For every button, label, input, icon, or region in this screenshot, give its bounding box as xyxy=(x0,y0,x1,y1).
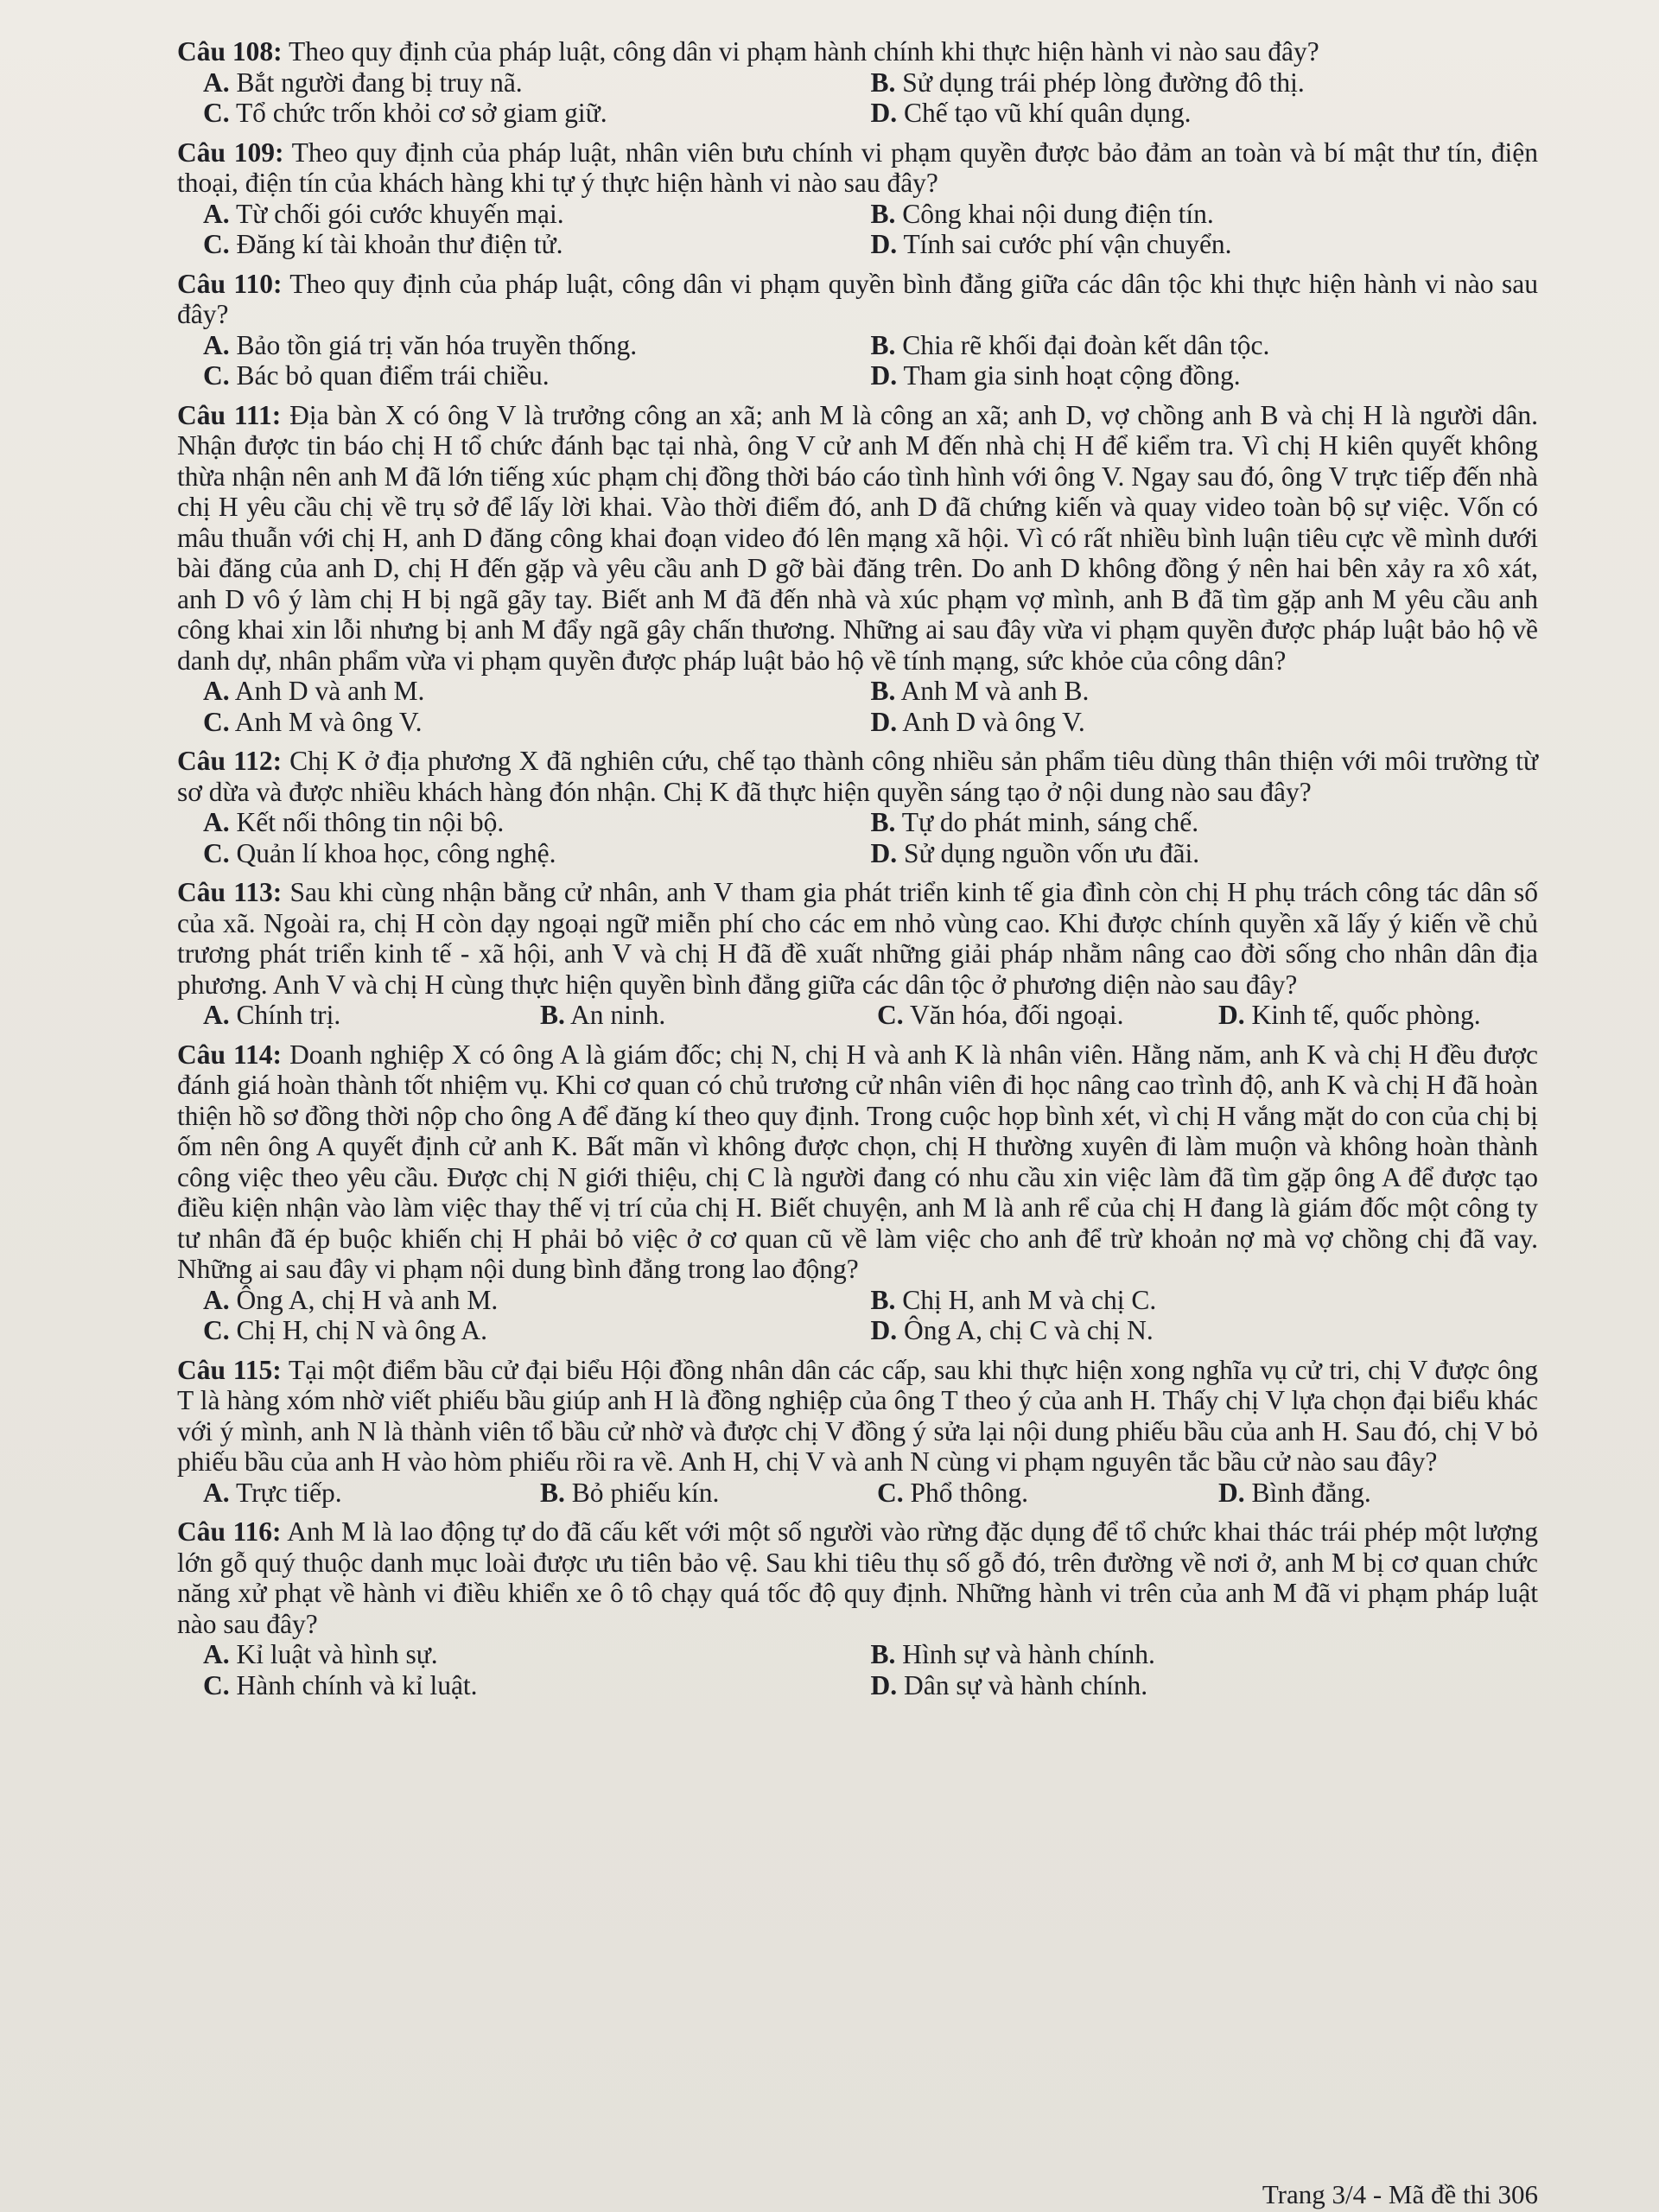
option-letter: A. xyxy=(203,198,230,229)
question-stem xyxy=(177,746,1538,807)
answer-option[interactable] xyxy=(203,1315,871,1346)
option-letter: D. xyxy=(1218,1477,1245,1508)
question-text: Theo quy định của pháp luật, công dân vi phạm hành chính khi thực hiện hành vi nào sau đây? xyxy=(288,36,1319,67)
options-row xyxy=(203,1285,1538,1316)
answer-option[interactable] xyxy=(871,360,1539,391)
question xyxy=(177,137,1538,260)
option-text: Anh D và anh M. xyxy=(234,676,425,706)
question-stem xyxy=(177,1516,1538,1639)
option-letter: D. xyxy=(870,1315,898,1345)
question-number: Câu 112: xyxy=(177,746,283,776)
option-text: Chị H, anh M và chị C. xyxy=(902,1284,1157,1315)
answer-options xyxy=(203,1478,1538,1509)
option-letter: A. xyxy=(203,1000,230,1030)
answer-option[interactable] xyxy=(203,1670,871,1701)
option-letter: B. xyxy=(870,676,896,706)
options-row xyxy=(203,199,1538,230)
answer-option[interactable] xyxy=(871,1285,1539,1316)
option-text: Hình sự và hành chính. xyxy=(902,1639,1155,1669)
question-stem xyxy=(177,1355,1538,1478)
answer-options xyxy=(203,1000,1538,1031)
option-text: Kỉ luật và hình sự. xyxy=(236,1639,438,1669)
answer-option[interactable] xyxy=(203,707,871,738)
options-row xyxy=(203,838,1538,869)
option-letter: B. xyxy=(870,329,896,360)
question-stem xyxy=(177,1039,1538,1285)
answer-options xyxy=(203,67,1538,129)
question xyxy=(177,746,1538,868)
option-letter: B. xyxy=(870,67,896,98)
question xyxy=(177,269,1538,391)
answer-option[interactable] xyxy=(871,676,1539,707)
option-letter: D. xyxy=(870,706,898,737)
answer-option[interactable] xyxy=(540,1478,877,1509)
answer-option[interactable] xyxy=(540,1000,877,1031)
option-text: Chị H, chị N và ông A. xyxy=(236,1315,487,1345)
options-row xyxy=(203,1315,1538,1346)
option-letter: A. xyxy=(203,1477,230,1508)
option-text: Chế tạo vũ khí quân dụng. xyxy=(904,98,1192,128)
option-letter: A. xyxy=(203,676,230,706)
options-row xyxy=(203,1478,1538,1509)
question-text: Địa bàn X có ông V là trưởng công an xã; anh M là công an xã; anh D, vợ chồng anh B và chị H là người dân. Nhận được tin báo chị H tổ chức đánh bạc tại nhà, ông V cử anh M đến nhà chị H để kiểm tra. Vì chị H kiên quyết không thừa nhận nên anh M đã lớn tiếng xúc phạm chị đồng thời báo cáo tình hình với ông V. Ngay sau đó, ông V trực tiếp đến nhà chị H yêu cầu chị về trụ sở để lấy lời khai. Vào thời điểm đó, anh D đã chứng kiến và quay video toàn bộ sự việc. Vốn có mâu thuẫn với chị H, anh D đăng công khai đoạn video đó lên mạng xã hội. Vì có rất nhiều bình luận tiêu cực về mình dưới bài đăng của anh D, chị H đến gặp và yêu cầu anh D gỡ bài đăng trên. Do anh D không đồng ý nên hai bên xảy ra xô xát, anh D vô ý làm chị H bị ngã gãy tay. Biết anh M đã đến nhà và xúc phạm vợ mình, anh B đã tìm gặp anh M yêu cầu anh công khai xin lỗi nhưng bị anh M đẩy ngã gây chấn thương. Những ai sau đây vừa vi phạm quyền được pháp luật bảo hộ về danh dự, nhân phẩm vừa vi phạm quyền được pháp luật bảo hộ về tính mạng, sức khỏe của công dân? xyxy=(177,399,1539,676)
answer-option[interactable] xyxy=(877,1478,1218,1509)
answer-options xyxy=(203,1639,1538,1700)
question-number: Câu 111: xyxy=(177,399,282,430)
question-stem xyxy=(177,36,1538,67)
option-text: Phổ thông. xyxy=(910,1477,1029,1508)
option-letter: C. xyxy=(203,229,230,259)
page-footer: Trang 3/4 - Mã đề thi 306 xyxy=(1262,2179,1538,2209)
option-text: Kinh tế, quốc phòng. xyxy=(1251,1000,1481,1030)
option-text: Ông A, chị H và anh M. xyxy=(236,1284,499,1315)
answer-option[interactable] xyxy=(871,1670,1539,1701)
answer-option[interactable] xyxy=(871,1315,1539,1346)
option-text: Trực tiếp. xyxy=(235,1477,342,1508)
question-number: Câu 116: xyxy=(177,1516,282,1547)
option-text: Bảo tồn giá trị văn hóa truyền thống. xyxy=(236,329,638,360)
options-row xyxy=(203,1670,1538,1701)
option-text: Tự do phát minh, sáng chế. xyxy=(901,807,1199,837)
option-letter: D. xyxy=(870,360,898,391)
option-letter: B. xyxy=(540,1477,565,1508)
option-text: Dân sự và hành chính. xyxy=(904,1669,1148,1700)
answer-options xyxy=(203,1285,1538,1346)
option-letter: B. xyxy=(540,1000,565,1030)
answer-option[interactable] xyxy=(203,807,871,838)
option-text: Anh M và ông V. xyxy=(234,706,423,737)
option-letter: B. xyxy=(870,1284,896,1315)
option-letter: A. xyxy=(203,1284,230,1315)
option-letter: D. xyxy=(870,837,898,868)
answer-option[interactable] xyxy=(871,67,1539,99)
option-letter: C. xyxy=(203,360,230,391)
options-row xyxy=(203,676,1538,707)
option-text: Từ chối gói cước khuyến mại. xyxy=(235,198,564,229)
option-letter: D. xyxy=(870,229,898,259)
answer-option[interactable] xyxy=(871,807,1539,838)
options-row xyxy=(203,67,1538,99)
option-letter: D. xyxy=(870,1669,898,1700)
option-text: Anh M và anh B. xyxy=(900,676,1090,706)
question-list xyxy=(177,36,1538,1709)
answer-option[interactable] xyxy=(871,199,1539,230)
option-letter: D. xyxy=(870,98,898,128)
answer-option[interactable] xyxy=(871,707,1539,738)
answer-options xyxy=(203,330,1538,391)
options-row xyxy=(203,707,1538,738)
option-letter: C. xyxy=(877,1000,904,1030)
question-stem xyxy=(177,877,1538,1000)
option-letter: D. xyxy=(1218,1000,1245,1030)
option-letter: C. xyxy=(203,98,230,128)
answer-option[interactable] xyxy=(203,1639,871,1670)
answer-option[interactable] xyxy=(203,67,871,99)
option-text: Chính trị. xyxy=(236,1000,341,1030)
question xyxy=(177,877,1538,1031)
option-letter: C. xyxy=(203,1669,230,1700)
option-text: Đăng kí tài khoản thư điện tử. xyxy=(236,229,563,259)
question-number: Câu 114: xyxy=(177,1039,283,1070)
option-letter: B. xyxy=(870,198,896,229)
option-text: Ông A, chị C và chị N. xyxy=(904,1315,1154,1345)
option-letter: A. xyxy=(203,807,230,837)
question-text: Theo quy định của pháp luật, nhân viên bưu chính vi phạm quyền được bảo đảm an toàn và bí mật thư tín, điện thoại, điện tín của khách hàng khi tự ý thực hiện hành vi nào sau đây? xyxy=(177,137,1538,198)
option-text: Sử dụng trái phép lòng đường đô thị. xyxy=(902,67,1305,98)
answer-options xyxy=(203,807,1538,868)
answer-option[interactable] xyxy=(871,229,1539,260)
answer-option[interactable] xyxy=(203,229,871,260)
options-row xyxy=(203,98,1538,129)
option-text: Bác bỏ quan điểm trái chiều. xyxy=(236,360,550,391)
question-text: Chị K ở địa phương X đã nghiên cứu, chế tạo thành công nhiều sản phẩm tiêu dùng thân thiện với môi trường từ sơ dừa và được nhiều khách hàng đón nhận. Chị K đã thực hiện quyền sáng tạo ở nội dung nào sau đây? xyxy=(177,746,1538,807)
option-text: Chia rẽ khối đại đoàn kết dân tộc. xyxy=(902,329,1270,360)
options-row xyxy=(203,360,1538,391)
options-row xyxy=(203,1000,1538,1031)
option-text: Công khai nội dung điện tín. xyxy=(902,198,1214,229)
answer-option[interactable] xyxy=(871,330,1539,361)
answer-option[interactable] xyxy=(203,1478,540,1509)
question-stem xyxy=(177,400,1538,677)
question-text: Sau khi cùng nhận bằng cử nhân, anh V tham gia phát triển kinh tế gia đình còn chị H phụ trách công tác dân số của xã. Ngoài ra, chị H còn dạy ngoại ngữ miễn phí cho các em nhỏ vùng cao. Khi được chính quyền xã lấy ý kiến về chủ trương phát triển kinh tế - xã hội, anh V và chị H đã đề xuất những giải pháp nhằm nâng cao đời sống cho nhân dân địa phương. Anh V và chị H cùng thực hiện quyền bình đẳng giữa các dân tộc ở phương diện nào sau đây? xyxy=(177,877,1538,1000)
answer-options xyxy=(203,676,1538,737)
option-text: Kết nối thông tin nội bộ. xyxy=(236,807,505,837)
question-text: Tại một điểm bầu cử đại biểu Hội đồng nhân dân các cấp, sau khi thực hiện xong nghĩa vụ cử tri, chị V được ông T là hàng xóm nhờ viết phiếu bầu giúp anh H là đồng nghiệp của ông T theo ý của anh H. Thấy chị V lựa chọn đại biểu khác với ý mình, anh N là thành viên tổ bầu cử nhờ và được chị V đồng ý sửa lại nội dung phiếu bầu của anh H. Sau đó, chị V bỏ phiếu bầu của anh H vào hòm phiếu rồi ra về. Anh H, chị V và anh N cùng vi phạm nguyên tắc bầu cử nào sau đây? xyxy=(177,1354,1538,1477)
answer-option[interactable] xyxy=(1218,1478,1371,1509)
question-number: Câu 109: xyxy=(177,137,284,168)
answer-option[interactable] xyxy=(877,1000,1218,1031)
answer-option[interactable] xyxy=(203,330,871,361)
question-number: Câu 113: xyxy=(177,877,283,907)
answer-option[interactable] xyxy=(871,1639,1539,1670)
options-row xyxy=(203,1639,1538,1670)
question-number: Câu 108: xyxy=(177,36,283,67)
question xyxy=(177,1516,1538,1700)
options-row xyxy=(203,330,1538,361)
option-letter: A. xyxy=(203,1639,230,1669)
answer-option[interactable] xyxy=(871,98,1539,129)
question xyxy=(177,1039,1538,1346)
answer-option[interactable] xyxy=(203,838,871,869)
answer-option[interactable] xyxy=(203,199,871,230)
option-letter: C. xyxy=(877,1477,904,1508)
answer-options xyxy=(203,199,1538,260)
option-letter: A. xyxy=(203,329,230,360)
option-text: Văn hóa, đối ngoại. xyxy=(909,1000,1124,1030)
question xyxy=(177,36,1538,129)
question-stem xyxy=(177,137,1538,199)
answer-option[interactable] xyxy=(203,1285,871,1316)
option-text: Bắt người đang bị truy nã. xyxy=(236,67,523,98)
answer-option[interactable] xyxy=(1218,1000,1481,1031)
answer-option[interactable] xyxy=(203,676,871,707)
option-text: Tham gia sinh hoạt cộng đồng. xyxy=(903,360,1241,391)
option-text: Sử dụng nguồn vốn ưu đãi. xyxy=(904,837,1200,868)
question-number: Câu 110: xyxy=(177,268,283,299)
answer-option[interactable] xyxy=(871,838,1539,869)
option-letter: C. xyxy=(203,837,230,868)
question xyxy=(177,400,1538,738)
option-text: Bỏ phiếu kín. xyxy=(571,1477,720,1508)
answer-option[interactable] xyxy=(203,98,871,129)
options-row xyxy=(203,229,1538,260)
question xyxy=(177,1355,1538,1509)
option-letter: C. xyxy=(203,1315,230,1345)
option-text: Hành chính và kỉ luật. xyxy=(236,1669,478,1700)
answer-option[interactable] xyxy=(203,1000,540,1031)
option-letter: A. xyxy=(203,67,230,98)
option-text: Tính sai cước phí vận chuyển. xyxy=(903,229,1232,259)
option-text: Bình đẳng. xyxy=(1251,1477,1371,1508)
question-text: Anh M là lao động tự do đã cấu kết với một số người vào rừng đặc dụng để tổ chức khai thác trái phép một lượng lớn gỗ quý thuộc danh mục loài được ưu tiên bảo vệ. Sau khi tiêu thụ số gỗ đó, trên đường về nơi ở, anh M bị cơ quan chức năng xử phạt về hành vi điều khiển xe ô tô chạy quá tốc độ quy định. Những hành vi trên của anh M đã vi phạm pháp luật nào sau đây? xyxy=(177,1516,1538,1639)
option-text: Anh D và ông V. xyxy=(902,706,1085,737)
question-text: Doanh nghiệp X có ông A là giám đốc; chị N, chị H và anh K là nhân viên. Hằng năm, anh K và chị H đều được đánh giá hoàn thành tốt nhiệm vụ. Khi cơ quan có chủ trương cử nhân viên đi học nâng cao trình độ, anh K và chị H đã hoàn thiện hồ sơ đồng thời nộp cho ông A để đăng kí theo quy định. Trong cuộc họp bình xét, vì chị H vắng mặt do con của chị bị ốm nên ông A quyết định cử anh K. Bất mãn vì không được chọn, chị H thường xuyên đi làm muộn và không hoàn thành công việc theo yêu cầu. Được chị N giới thiệu, chị C là người đang có nhu cầu xin việc làm đã tìm gặp ông A để được tạo điều kiện nhận vào làm việc thay thế vị trí của chị H. Biết chuyện, anh M là anh rể của chị H đang là giám đốc một công ty tư nhân đã ép buộc khiến chị H phải bỏ việc ở cơ quan cũ về làm việc cho anh để trừ khoản nợ mà vợ chồng chị đã vay. Những ai sau đây vi phạm nội dung bình đẳng trong lao động? xyxy=(177,1039,1538,1284)
option-text: Quản lí khoa học, công nghệ. xyxy=(236,837,556,868)
question-text: Theo quy định của pháp luật, công dân vi phạm quyền bình đẳng giữa các dân tộc khi thực hiện hành vi nào sau đây? xyxy=(177,268,1538,329)
option-letter: C. xyxy=(203,706,230,737)
question-number: Câu 115: xyxy=(177,1354,282,1385)
options-row xyxy=(203,807,1538,838)
option-text: An ninh. xyxy=(570,1000,666,1030)
question-stem xyxy=(177,269,1538,330)
option-text: Tổ chức trốn khỏi cơ sở giam giữ. xyxy=(235,98,607,128)
answer-option[interactable] xyxy=(203,360,871,391)
option-letter: B. xyxy=(870,807,896,837)
option-letter: B. xyxy=(870,1639,896,1669)
